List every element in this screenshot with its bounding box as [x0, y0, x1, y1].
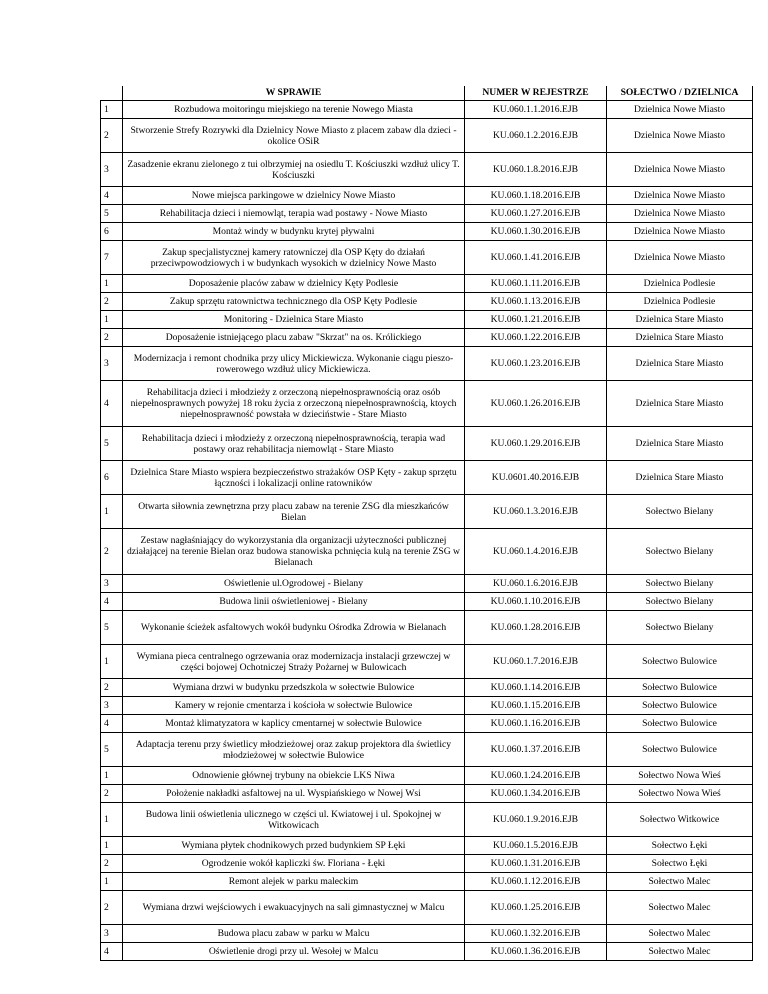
row-district: Dzielnica Stare Miasto — [607, 427, 753, 461]
row-subject: Wymiana drzwi w budynku przedszkola w sołectwie Bulowice — [123, 679, 465, 697]
row-number: 1 — [101, 767, 123, 785]
row-subject: Oświetlenie ul.Ogrodowej - Bielany — [123, 575, 465, 593]
row-district: Dzielnica Stare Miasto — [607, 381, 753, 427]
row-register-number: KU.060.1.23.2016.EJB — [465, 347, 607, 381]
row-register-number: KU.060.1.14.2016.EJB — [465, 679, 607, 697]
row-number: 2 — [101, 855, 123, 873]
table-row — [101, 529, 753, 575]
row-register-number: KU.060.1.10.2016.EJB — [465, 593, 607, 611]
row-register-number: KU.060.1.7.2016.EJB — [465, 645, 607, 679]
row-number: 1 — [101, 873, 123, 891]
row-district: Dzielnica Stare Miasto — [607, 311, 753, 329]
row-subject: Modernizacja i remont chodnika przy ulicy Mickiewicza. Wykonanie ciągu pieszo-rowerowego wzdłuż ulicy Mickiewicza. — [123, 347, 465, 381]
table-row — [101, 873, 753, 891]
row-number: 6 — [101, 461, 123, 495]
row-subject: Doposażenie istniejącego placu zabaw "Skrzat" na os. Królickiego — [123, 329, 465, 347]
row-district: Sołectwo Bulowice — [607, 715, 753, 733]
row-number: 3 — [101, 153, 123, 187]
row-number: 2 — [101, 329, 123, 347]
row-subject: Adaptacja terenu przy świetlicy młodzieżowej oraz zakup projektora dla świetlicy młodzieżowej w sołectwie Bulowice — [123, 733, 465, 767]
row-subject: Montaż windy w budynku krytej pływalni — [123, 223, 465, 241]
row-district: Sołectwo Malec — [607, 925, 753, 943]
row-number: 5 — [101, 733, 123, 767]
register-table — [100, 86, 753, 961]
row-register-number: KU.060.1.9.2016.EJB — [465, 803, 607, 837]
header-district: SOŁECTWO / DZIELNICA — [607, 86, 753, 101]
row-subject: Wymiana drzwi wejściowych i ewakuacyjnych na sali gimnastycznej w Malcu — [123, 891, 465, 925]
row-number: 5 — [101, 611, 123, 645]
table-row — [101, 495, 753, 529]
row-district: Sołectwo Bulowice — [607, 697, 753, 715]
row-subject: Montaż klimatyzatora w kaplicy cmentarnej w sołectwie Bulowice — [123, 715, 465, 733]
table-row — [101, 347, 753, 381]
row-subject: Ogrodzenie wokół kapliczki św. Floriana - Łęki — [123, 855, 465, 873]
row-number: 1 — [101, 275, 123, 293]
row-register-number: KU.0601.40.2016.EJB — [465, 461, 607, 495]
row-register-number: KU.060.1.37.2016.EJB — [465, 733, 607, 767]
row-register-number: KU.060.1.13.2016.EJB — [465, 293, 607, 311]
row-number: 1 — [101, 645, 123, 679]
row-district: Sołectwo Malec — [607, 873, 753, 891]
table-row — [101, 925, 753, 943]
document-page — [100, 86, 752, 961]
row-district: Dzielnica Nowe Miasto — [607, 153, 753, 187]
table-row — [101, 575, 753, 593]
row-number: 3 — [101, 925, 123, 943]
table-row — [101, 427, 753, 461]
row-subject: Zestaw nagłaśniający do wykorzystania dla organizacji użyteczności publicznej działającej na terenie Bielan oraz budowa stanowiska pchnięcia kulą na terenie ZSG w Bielanach — [123, 529, 465, 575]
row-register-number: KU.060.1.16.2016.EJB — [465, 715, 607, 733]
table-row — [101, 645, 753, 679]
table-row — [101, 855, 753, 873]
table-row — [101, 697, 753, 715]
row-register-number: KU.060.1.30.2016.EJB — [465, 223, 607, 241]
row-subject: Monitoring - Dzielnica Stare Miasto — [123, 311, 465, 329]
row-number: 4 — [101, 381, 123, 427]
table-row — [101, 803, 753, 837]
row-register-number: KU.060.1.11.2016.EJB — [465, 275, 607, 293]
row-register-number: KU.060.1.27.2016.EJB — [465, 205, 607, 223]
row-register-number: KU.060.1.34.2016.EJB — [465, 785, 607, 803]
row-register-number: KU.060.1.31.2016.EJB — [465, 855, 607, 873]
row-register-number: KU.060.1.26.2016.EJB — [465, 381, 607, 427]
row-district: Sołectwo Bulowice — [607, 733, 753, 767]
table-row — [101, 715, 753, 733]
row-number: 2 — [101, 891, 123, 925]
row-register-number: KU.060.1.28.2016.EJB — [465, 611, 607, 645]
row-subject: Rehabilitacja dzieci i niemowląt, terapia wad postawy - Nowe Miasto — [123, 205, 465, 223]
row-subject: Budowa linii oświetleniowej - Bielany — [123, 593, 465, 611]
table-row — [101, 461, 753, 495]
row-number: 2 — [101, 785, 123, 803]
table-row — [101, 205, 753, 223]
table-row — [101, 311, 753, 329]
row-number: 5 — [101, 427, 123, 461]
row-district: Dzielnica Nowe Miasto — [607, 241, 753, 275]
row-register-number: KU.060.1.1.2016.EJB — [465, 101, 607, 119]
row-district: Sołectwo Łęki — [607, 837, 753, 855]
row-number: 2 — [101, 529, 123, 575]
row-register-number: KU.060.1.36.2016.EJB — [465, 943, 607, 961]
table-row — [101, 593, 753, 611]
row-subject: Wykonanie ścieżek asfaltowych wokół budynku Ośrodka Zdrowia w Bielanach — [123, 611, 465, 645]
row-subject: Rozbudowa moitoringu miejskiego na terenie Nowego Miasta — [123, 101, 465, 119]
row-register-number: KU.060.1.4.2016.EJB — [465, 529, 607, 575]
row-district: Sołectwo Bielany — [607, 575, 753, 593]
row-number: 4 — [101, 593, 123, 611]
table-row — [101, 223, 753, 241]
table-row — [101, 187, 753, 205]
row-subject: Stworzenie Strefy Rozrywki dla Dzielnicy Nowe Miasto z placem zabaw dla dzieci - okolice OSiR — [123, 119, 465, 153]
table-row — [101, 785, 753, 803]
table-row — [101, 767, 753, 785]
row-number: 3 — [101, 347, 123, 381]
row-number: 5 — [101, 205, 123, 223]
table-row — [101, 943, 753, 961]
row-number: 2 — [101, 679, 123, 697]
row-district: Sołectwo Malec — [607, 943, 753, 961]
row-subject: Rehabilitacja dzieci i młodzieży z orzeczoną niepełnosprawnością oraz osób niepełnosprawnych powyżej 18 roku życia z orzeczoną niepełnosprawnością, ktoych niepełnosprawność powstała w dzieciństwie - Stare Miasto — [123, 381, 465, 427]
table-row — [101, 733, 753, 767]
row-district: Sołectwo Bielany — [607, 529, 753, 575]
row-number: 4 — [101, 943, 123, 961]
row-district: Dzielnica Nowe Miasto — [607, 187, 753, 205]
row-district: Sołectwo Bielany — [607, 593, 753, 611]
row-register-number: KU.060.1.3.2016.EJB — [465, 495, 607, 529]
row-subject: Budowa placu zabaw w parku w Malcu — [123, 925, 465, 943]
row-subject: Otwarta siłownia zewnętrzna przy placu zabaw na terenie ZSG dla mieszkańców Bielan — [123, 495, 465, 529]
row-district: Dzielnica Stare Miasto — [607, 461, 753, 495]
table-row — [101, 293, 753, 311]
row-number: 6 — [101, 223, 123, 241]
row-district: Sołectwo Malec — [607, 891, 753, 925]
table-row — [101, 275, 753, 293]
row-subject: Zasadzenie ekranu zielonego z tui olbrzymiej na osiedlu T. Kościuszki wzdłuż ulicy T. Kościuszki — [123, 153, 465, 187]
row-number: 1 — [101, 495, 123, 529]
row-number: 4 — [101, 187, 123, 205]
row-district: Sołectwo Witkowice — [607, 803, 753, 837]
table-body — [101, 101, 753, 961]
row-number: 1 — [101, 101, 123, 119]
table-row — [101, 119, 753, 153]
row-subject: Wymiana płytek chodnikowych przed budynkiem SP Łęki — [123, 837, 465, 855]
row-register-number: KU.060.1.2.2016.EJB — [465, 119, 607, 153]
table-row — [101, 241, 753, 275]
row-number: 2 — [101, 119, 123, 153]
row-register-number: KU.060.1.15.2016.EJB — [465, 697, 607, 715]
row-subject: Rehabilitacja dzieci i młodzieży z orzeczoną niepełnosprawnością, terapia wad postawy oraz rehabilitacja niemowląt - Stare Miasto — [123, 427, 465, 461]
table-row — [101, 329, 753, 347]
table-row — [101, 837, 753, 855]
row-district: Sołectwo Łęki — [607, 855, 753, 873]
row-district: Sołectwo Bulowice — [607, 645, 753, 679]
row-subject: Położenie nakładki asfaltowej na ul. Wyspiańskiego w Nowej Wsi — [123, 785, 465, 803]
row-subject: Doposażenie placów zabaw w dzielnicy Kęty Podlesie — [123, 275, 465, 293]
row-district: Dzielnica Podlesie — [607, 275, 753, 293]
row-number: 7 — [101, 241, 123, 275]
row-subject: Zakup sprzętu ratownictwa technicznego dla OSP Kęty Podlesie — [123, 293, 465, 311]
row-register-number: KU.060.1.29.2016.EJB — [465, 427, 607, 461]
header-subject: W SPRAWIE — [123, 86, 465, 101]
row-register-number: KU.060.1.18.2016.EJB — [465, 187, 607, 205]
row-subject: Dzielnica Stare Miasto wspiera bezpieczeństwo strażaków OSP Kęty - zakup sprzętu łączności i lokalizacji online ratowników — [123, 461, 465, 495]
header-number — [101, 86, 123, 101]
row-district: Sołectwo Nowa Wieś — [607, 767, 753, 785]
row-subject: Budowa linii oświetlenia ulicznego w części ul. Kwiatowej i ul. Spokojnej w Witkowicach — [123, 803, 465, 837]
table-row — [101, 679, 753, 697]
row-subject: Oświetlenie drogi przy ul. Wesołej w Malcu — [123, 943, 465, 961]
row-number: 4 — [101, 715, 123, 733]
row-district: Sołectwo Bielany — [607, 495, 753, 529]
row-district: Dzielnica Stare Miasto — [607, 347, 753, 381]
row-district: Dzielnica Podlesie — [607, 293, 753, 311]
row-number: 1 — [101, 311, 123, 329]
row-register-number: KU.060.1.22.2016.EJB — [465, 329, 607, 347]
row-register-number: KU.060.1.8.2016.EJB — [465, 153, 607, 187]
row-subject: Wymiana pieca centralnego ogrzewania oraz modernizacja instalacji grzewczej w części bojowej Ochotniczej Straży Pożarnej w Bulowicach — [123, 645, 465, 679]
table-row — [101, 101, 753, 119]
row-subject: Remont alejek w parku maleckim — [123, 873, 465, 891]
table-header-row — [101, 86, 753, 101]
row-register-number: KU.060.1.24.2016.EJB — [465, 767, 607, 785]
row-register-number: KU.060.1.41.2016.EJB — [465, 241, 607, 275]
row-register-number: KU.060.1.12.2016.EJB — [465, 873, 607, 891]
row-register-number: KU.060.1.32.2016.EJB — [465, 925, 607, 943]
header-register-number: NUMER W REJESTRZE — [465, 86, 607, 101]
row-subject: Odnowienie głównej trybuny na obiekcie LKS Niwa — [123, 767, 465, 785]
row-number: 3 — [101, 575, 123, 593]
row-subject: Zakup specjalistycznej kamery ratowniczej dla OSP Kęty do działań przeciwpowodziowych i w budynkach wysokich w dzielnicy Nowe Masto — [123, 241, 465, 275]
row-district: Sołectwo Bielany — [607, 611, 753, 645]
row-subject: Nowe miejsca parkingowe w dzielnicy Nowe Miasto — [123, 187, 465, 205]
row-district: Dzielnica Stare Miasto — [607, 329, 753, 347]
row-register-number: KU.060.1.5.2016.EJB — [465, 837, 607, 855]
row-district: Sołectwo Nowa Wieś — [607, 785, 753, 803]
row-district: Dzielnica Nowe Miasto — [607, 119, 753, 153]
row-number: 1 — [101, 837, 123, 855]
table-row — [101, 381, 753, 427]
row-number: 3 — [101, 697, 123, 715]
row-subject: Kamery w rejonie cmentarza i kościoła w sołectwie Bulowice — [123, 697, 465, 715]
row-register-number: KU.060.1.25.2016.EJB — [465, 891, 607, 925]
table-row — [101, 891, 753, 925]
row-register-number: KU.060.1.6.2016.EJB — [465, 575, 607, 593]
row-number: 2 — [101, 293, 123, 311]
row-district: Dzielnica Nowe Miasto — [607, 223, 753, 241]
row-number: 1 — [101, 803, 123, 837]
table-row — [101, 611, 753, 645]
row-register-number: KU.060.1.21.2016.EJB — [465, 311, 607, 329]
row-district: Sołectwo Bulowice — [607, 679, 753, 697]
row-district: Dzielnica Nowe Miasto — [607, 205, 753, 223]
row-district: Dzielnica Nowe Miasto — [607, 101, 753, 119]
table-row — [101, 153, 753, 187]
